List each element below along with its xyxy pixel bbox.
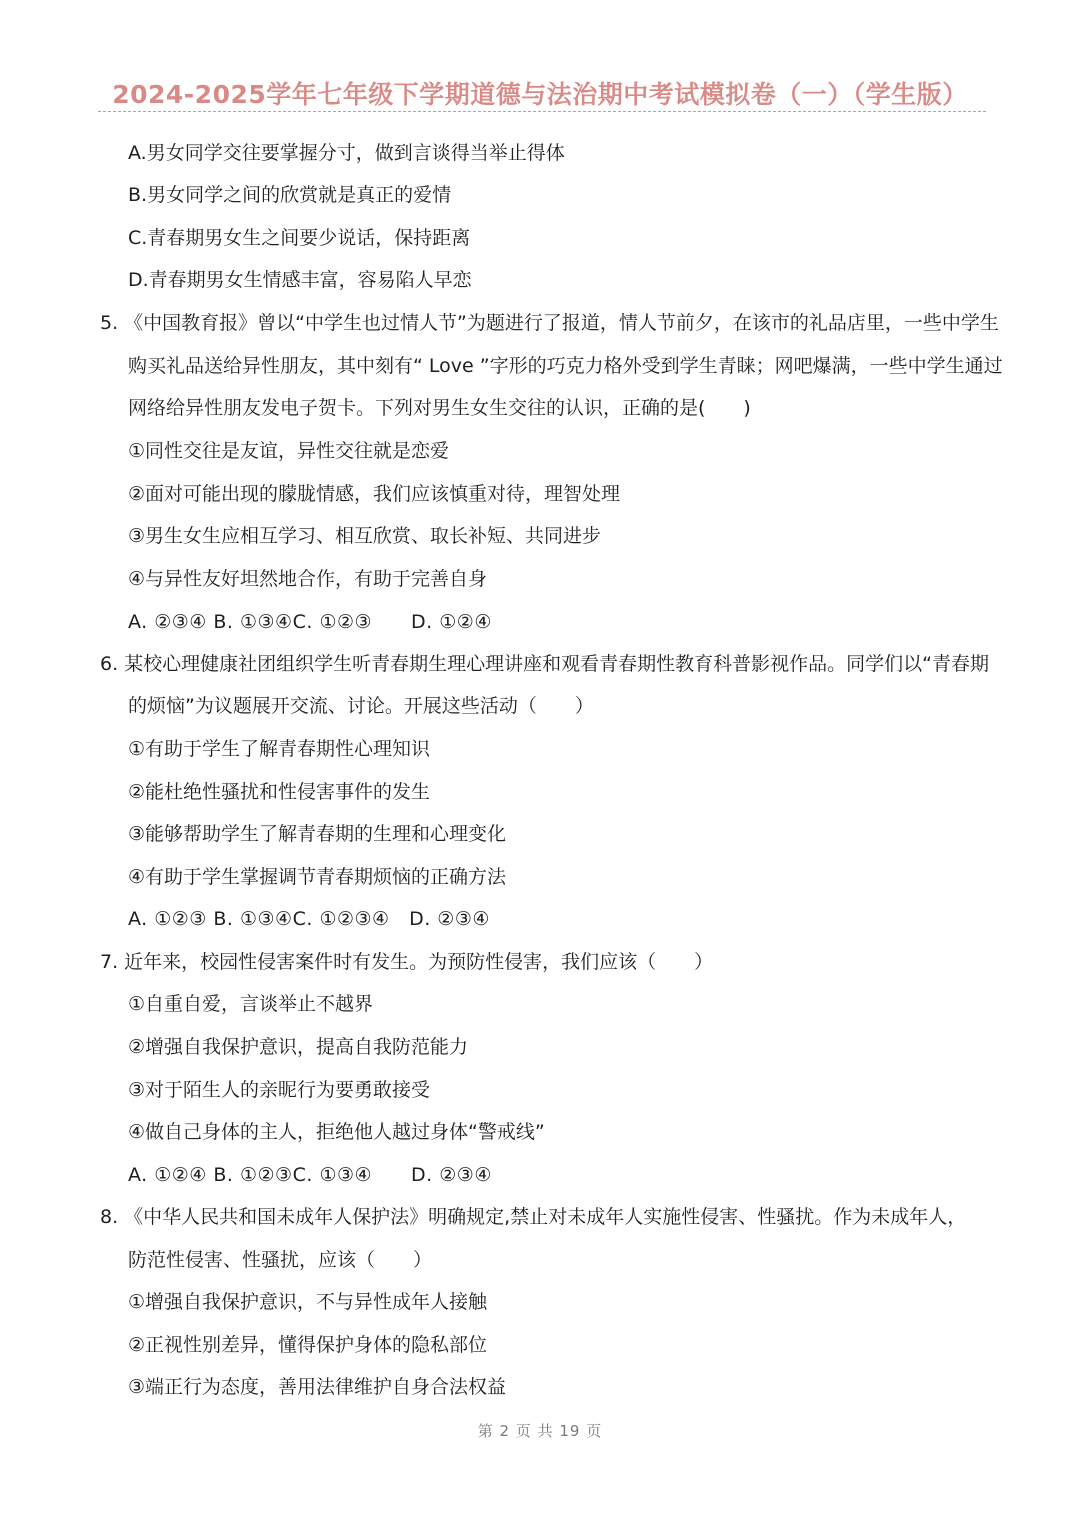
question-5-statement-4: ④与异性友好坦然地合作，有助于完善自身 bbox=[128, 568, 488, 590]
option-4c: C.青春期男女生之间要少说话，保持距离 bbox=[128, 227, 471, 249]
question-8-statement-3: ③端正行为态度，善用法律维护自身合法权益 bbox=[128, 1376, 507, 1398]
question-7-stem: 7. 近年来，校园性侵害案件时有发生。为预防性侵害，我们应该（ ） bbox=[100, 951, 714, 973]
question-7-statement-2: ②增强自我保护意识，提高自我防范能力 bbox=[128, 1036, 469, 1058]
question-6-choices: A. ①②③ B. ①③④C. ①②③④ D. ②③④ bbox=[128, 908, 490, 930]
option-4b: B.男女同学之间的欣赏就是真正的爱情 bbox=[128, 184, 452, 206]
question-5-statement-3: ③男生女生应相互学习、相互欣赏、取长补短、共同进步 bbox=[128, 525, 602, 547]
question-5-statement-1: ①同性交往是友谊，异性交往就是恋爱 bbox=[128, 440, 450, 462]
question-7-statement-4: ④做自己身体的主人，拒绝他人越过身体“警戒线” bbox=[128, 1121, 545, 1143]
question-7-statement-1: ①自重自爱，言谈举止不越界 bbox=[128, 993, 374, 1015]
question-6-statement-2: ②能杜绝性骚扰和性侵害事件的发生 bbox=[128, 781, 431, 803]
question-5-choices: A. ②③④ B. ①③④C. ①②③ D. ①②④ bbox=[128, 611, 492, 633]
question-5-stem-line-1: 5. 《中国教育报》曾以“中学生也过情人节”为题进行了报道，情人节前夕，在该市的礼品店里，一些中学生 bbox=[100, 312, 999, 334]
question-8-stem-line-1: 8. 《中华人民共和国未成年人保护法》明确规定,禁止对未成年人实施性侵害、性骚扰。作为未成年人， bbox=[100, 1206, 967, 1228]
question-5-statement-2: ②面对可能出现的朦胧情感，我们应该慎重对待，理智处理 bbox=[128, 483, 621, 505]
header-divider bbox=[98, 111, 986, 112]
page-number-footer: 第 2 页 共 19 页 bbox=[477, 1422, 603, 1440]
question-8-statement-2: ②正视性别差异，懂得保护身体的隐私部位 bbox=[128, 1334, 488, 1356]
question-6-stem-line-1: 6. 某校心理健康社团组织学生听青春期生理心理讲座和观看青春期性教育科普影视作品。同学们以“青春期 bbox=[100, 653, 990, 675]
question-6-statement-3: ③能够帮助学生了解青春期的生理和心理变化 bbox=[128, 823, 507, 845]
question-6-stem-line-2: 的烦恼”为议题展开交流、讨论。开展这些活动（ ） bbox=[128, 695, 594, 717]
option-4d: D.青春期男女生情感丰富，容易陷人早恋 bbox=[128, 269, 472, 291]
question-7-choices: A. ①②④ B. ①②③C. ①③④ D. ②③④ bbox=[128, 1164, 492, 1186]
question-5-stem-line-2: 购买礼品送给异性朋友，其中刻有“ Love ”字形的巧克力格外受到学生青睐；网吧爆满，一些中学生通过 bbox=[128, 355, 1003, 377]
page-header-title: 2024-2025学年七年级下学期道德与法治期中考试模拟卷（一）（学生版） bbox=[112, 80, 968, 109]
question-8-stem-line-2: 防范性侵害、性骚扰，应该（ ） bbox=[128, 1249, 433, 1271]
question-8-statement-1: ①增强自我保护意识，不与异性成年人接触 bbox=[128, 1291, 488, 1313]
question-5-stem-line-3: 网络给异性朋友发电子贺卡。下列对男生女生交往的认识，正确的是( ) bbox=[128, 397, 751, 419]
question-7-statement-3: ③对于陌生人的亲昵行为要勇敢接受 bbox=[128, 1079, 431, 1101]
question-6-statement-1: ①有助于学生了解青春期性心理知识 bbox=[128, 738, 431, 760]
option-4a: A.男女同学交往要掌握分寸，做到言谈得当举止得体 bbox=[128, 142, 565, 164]
question-6-statement-4: ④有助于学生掌握调节青春期烦恼的正确方法 bbox=[128, 866, 507, 888]
